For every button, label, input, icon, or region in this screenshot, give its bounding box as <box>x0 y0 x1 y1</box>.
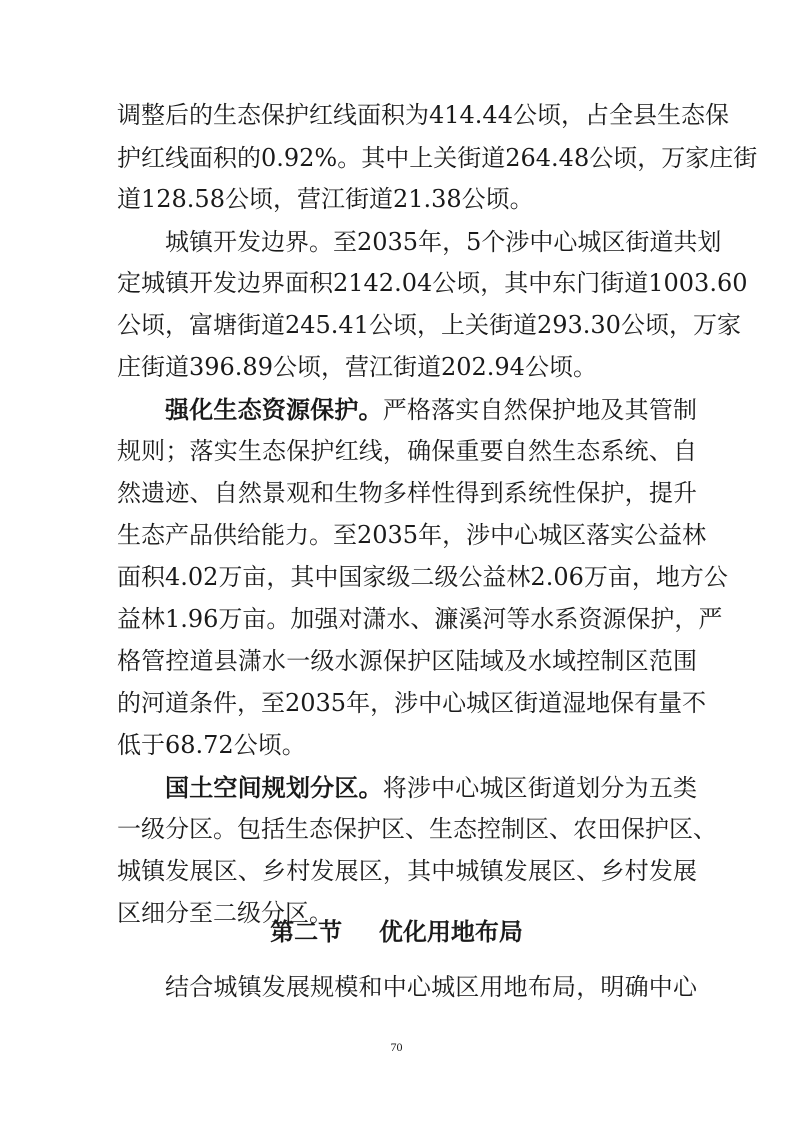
body-text-span: 将涉中心城区街道划分为五类 <box>382 774 698 802</box>
body-text-line: 城镇开发边界。至2035年，5个涉中心城区街道共划 <box>165 228 722 256</box>
body-text-line <box>165 395 697 425</box>
paragraph-lead-heading: 国土空间规划分区。 <box>165 774 383 802</box>
body-text-line: 生态产品供给能力。至2035年，涉中心城区落实公益林 <box>117 521 707 549</box>
body-text-line: 护红线面积的0.92%。其中上关街道264.48公顷，万家庄街 <box>117 144 758 172</box>
section-heading: 第二节 优化用地布局 <box>270 918 523 946</box>
body-text-line: 城镇发展区、乡村发展区，其中城镇发展区、乡村发展 <box>117 857 697 885</box>
body-text-line: 然遗迹、自然景观和生物多样性得到系统性保护，提升 <box>117 479 697 507</box>
body-text-line: 定城镇开发边界面积2142.04公顷，其中东门街道1003.60 <box>117 269 748 297</box>
body-text-line: 的河道条件，至2035年，涉中心城区街道湿地保有量不 <box>117 689 707 717</box>
paragraph-lead-heading: 强化生态资源保护。 <box>165 396 383 424</box>
body-text-line: 一级分区。包括生态保护区、生态控制区、农田保护区、 <box>117 815 717 843</box>
body-text-line <box>165 773 697 803</box>
body-text-line: 庄街道396.89公顷，营江街道202.94公顷。 <box>117 353 597 381</box>
body-text-line: 低于68.72公顷。 <box>117 731 306 759</box>
body-text-line: 益林1.96万亩。加强对潇水、濂溪河等水系资源保护，严 <box>117 605 723 633</box>
body-text-line: 调整后的生态保护红线面积为414.44公顷，占全县生态保 <box>117 101 729 129</box>
body-text-line: 道128.58公顷，营江街道21.38公顷。 <box>117 185 534 213</box>
body-text-span: 严格落实自然保护地及其管制 <box>382 396 698 424</box>
body-text-line: 公顷，富塘街道245.41公顷，上关街道293.30公顷，万家 <box>117 311 741 339</box>
body-text-line: 规则；落实生态保护红线，确保重要自然生态系统、自 <box>117 437 697 465</box>
page-number: 70 <box>390 1040 403 1054</box>
body-text-line: 面积4.02万亩，其中国家级二级公益林2.06万亩，地方公 <box>117 563 728 591</box>
body-text-line: 格管控道县潇水一级水源保护区陆域及水域控制区范围 <box>117 647 697 675</box>
body-text-line: 结合城镇发展规模和中心城区用地布局，明确中心 <box>165 973 697 1001</box>
body-text-line: 区细分至二级分区。 <box>117 899 333 927</box>
